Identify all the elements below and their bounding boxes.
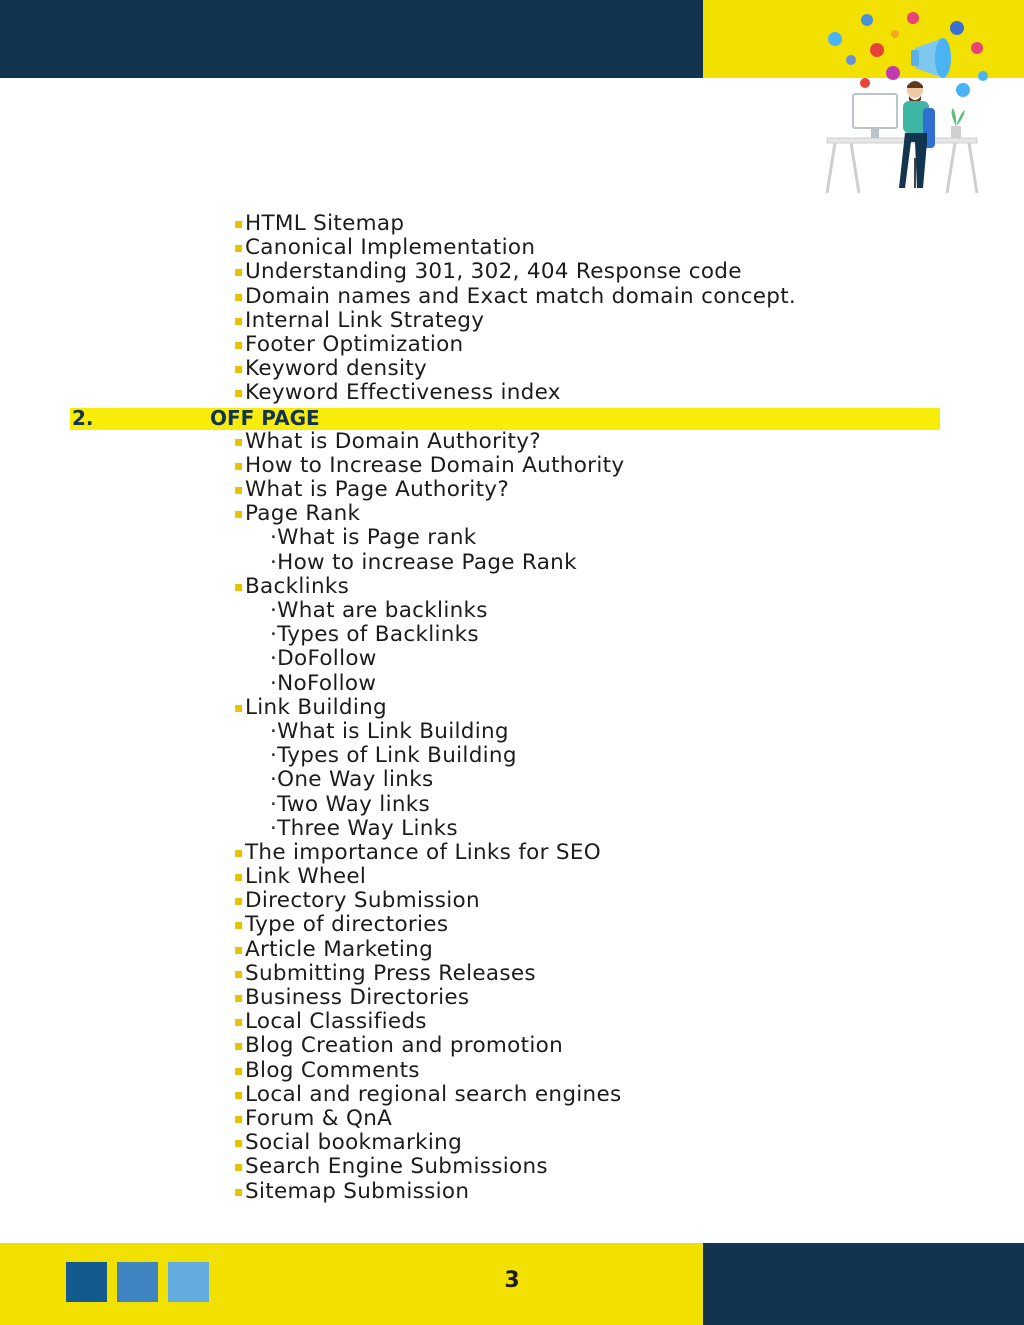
bullet-icon: ▪: [234, 336, 244, 353]
list-item: [0, 575, 1024, 599]
list-item-text: ·Types of Link Building: [270, 743, 517, 769]
list-item: [0, 1131, 1024, 1155]
sub-list-item: [0, 526, 1024, 550]
bullet-icon: ▪: [234, 361, 244, 378]
list-item: [0, 841, 1024, 865]
list-item: [0, 381, 1024, 405]
list-item-text: Canonical Implementation: [245, 235, 536, 261]
table-of-contents: [0, 212, 1024, 1204]
footer-square-medium: [117, 1262, 158, 1302]
list-item-text: Directory Submission: [245, 888, 480, 914]
list-item: [0, 696, 1024, 720]
list-item: [0, 1034, 1024, 1058]
list-item-text: Article Marketing: [245, 936, 434, 962]
list-item-text: What is Domain Authority?: [245, 428, 542, 454]
list-item: [0, 938, 1024, 962]
sub-list-item: [0, 793, 1024, 817]
list-item: [0, 1010, 1024, 1034]
list-item: [0, 986, 1024, 1010]
list-item: [0, 478, 1024, 502]
list-item-text: ·What is Page rank: [270, 525, 477, 551]
list-item: [0, 1155, 1024, 1179]
bullet-icon: ▪: [234, 1110, 244, 1127]
list-item: [0, 502, 1024, 526]
list-item-text: Search Engine Submissions: [245, 1154, 548, 1180]
section-number: 2.: [72, 405, 94, 430]
list-item-text: Keyword density: [245, 356, 427, 382]
list-item-text: Forum & QnA: [245, 1105, 393, 1131]
footer-square-light: [168, 1262, 209, 1302]
sub-list-item: [0, 817, 1024, 841]
list-item: [0, 865, 1024, 889]
list-item-text: Page Rank: [245, 501, 361, 527]
section-heading: [0, 406, 1024, 430]
bullet-icon: ▪: [234, 457, 244, 474]
bullet-icon: ▪: [234, 1038, 244, 1055]
list-item-text: ·What is Link Building: [270, 718, 509, 744]
list-item-text: Business Directories: [245, 985, 470, 1010]
list-item-text: ·What are backlinks: [270, 598, 488, 623]
list-item-text: Blog Comments: [245, 1057, 420, 1083]
list-item-text: Footer Optimization: [245, 331, 464, 357]
list-item-text: Backlinks: [245, 573, 350, 599]
bullet-icon: ▪: [234, 433, 244, 450]
bullet-icon: ▪: [234, 578, 244, 595]
list-item-text: Domain names and Exact match domain concept.: [245, 283, 797, 309]
bullet-icon: ▪: [234, 699, 244, 716]
list-item: [0, 285, 1024, 309]
list-item-text: Keyword Effectiveness index: [245, 380, 561, 406]
bullet-icon: ▪: [234, 1062, 244, 1079]
list-item-text: Social bookmarking: [245, 1130, 463, 1156]
list-item: [0, 236, 1024, 260]
sub-list-item: [0, 672, 1024, 696]
bullet-icon: ▪: [234, 941, 244, 958]
list-item: [0, 309, 1024, 333]
list-item-text: ·How to increase Page Rank: [270, 549, 577, 575]
bullet-icon: ▪: [234, 869, 244, 886]
bullet-icon: ▪: [234, 965, 244, 982]
sub-list-item: [0, 744, 1024, 768]
list-item-text: Local Classifieds: [245, 1009, 427, 1035]
bullet-icon: ▪: [234, 1086, 244, 1103]
bullet-icon: ▪: [234, 288, 244, 305]
bullet-icon: ▪: [234, 482, 244, 499]
page-number: 3: [504, 1268, 520, 1293]
bullet-icon: ▪: [234, 1135, 244, 1152]
list-item-text: What is Page Authority?: [245, 477, 510, 503]
sub-list-item: [0, 599, 1024, 623]
list-item-text: Link Building: [245, 694, 387, 720]
list-item: [0, 333, 1024, 357]
list-item-text: Link Wheel: [245, 864, 367, 890]
list-item: [0, 1107, 1024, 1131]
footer-accent: [703, 1243, 1024, 1325]
list-item: [0, 430, 1024, 454]
bullet-icon: ▪: [234, 917, 244, 934]
list-item-text: Sitemap Submission: [245, 1178, 470, 1204]
list-item: [0, 1083, 1024, 1107]
list-item-text: HTML Sitemap: [245, 211, 405, 236]
list-item: [0, 212, 1024, 236]
bullet-icon: ▪: [234, 893, 244, 910]
sub-list-item: [0, 551, 1024, 575]
list-item: [0, 454, 1024, 478]
bullet-icon: ▪: [234, 1159, 244, 1176]
bullet-icon: ▪: [234, 385, 244, 402]
list-item-text: The importance of Links for SEO: [245, 839, 601, 865]
list-item-text: ·Three Way Links: [270, 815, 458, 841]
sub-list-item: [0, 768, 1024, 792]
section-title: OFF PAGE: [210, 405, 320, 430]
header-bar: [0, 0, 703, 78]
list-item: [0, 962, 1024, 986]
list-item: [0, 260, 1024, 284]
bullet-icon: ▪: [234, 216, 244, 232]
bullet-icon: ▪: [234, 1014, 244, 1031]
bullet-icon: ▪: [234, 844, 244, 861]
bullet-icon: ▪: [234, 506, 244, 523]
list-item-text: ·NoFollow: [270, 670, 377, 696]
footer-square-dark: [66, 1262, 107, 1302]
list-item-text: Submitting Press Releases: [245, 960, 536, 986]
seo-illustration-icon: [815, 8, 995, 196]
bullet-icon: ▪: [234, 240, 244, 257]
list-item-text: Type of directories: [245, 912, 449, 938]
list-item-text: How to Increase Domain Authority: [245, 452, 625, 478]
sub-list-item: [0, 647, 1024, 671]
list-item: [0, 1180, 1024, 1204]
sub-list-item: [0, 720, 1024, 744]
list-item: [0, 913, 1024, 937]
section-highlight: [70, 405, 940, 430]
list-item-text: Internal Link Strategy: [245, 307, 485, 333]
sub-list-item: [0, 623, 1024, 647]
bullet-icon: ▪: [234, 264, 244, 281]
bullet-icon: ▪: [234, 312, 244, 329]
list-item-text: Blog Creation and promotion: [245, 1033, 563, 1059]
list-item-text: Local and regional search engines: [245, 1081, 622, 1107]
list-item-text: ·Two Way links: [270, 791, 431, 817]
list-item-text: ·DoFollow: [270, 646, 377, 672]
bullet-icon: ▪: [234, 990, 244, 1006]
bullet-icon: ▪: [234, 1183, 244, 1200]
list-item-text: ·Types of Backlinks: [270, 622, 479, 648]
list-item: [0, 889, 1024, 913]
list-item-text: ·One Way links: [270, 767, 434, 793]
list-item-text: Understanding 301, 302, 404 Response code: [245, 259, 742, 285]
list-item: [0, 1059, 1024, 1083]
list-item: [0, 357, 1024, 381]
